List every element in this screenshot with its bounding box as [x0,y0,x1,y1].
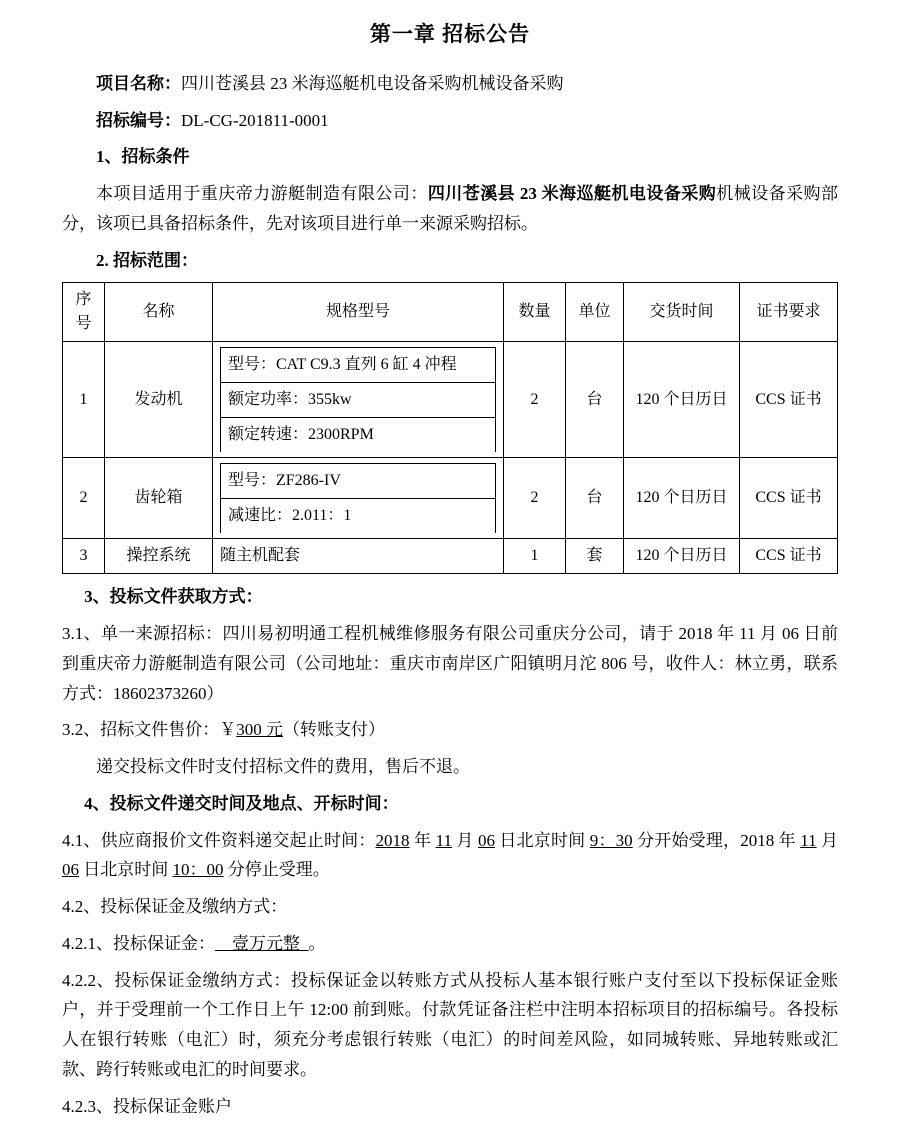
table-header-unit: 单位 [566,283,624,342]
section-3-2-prefix: 3.2、招标文件售价：￥ [62,720,237,740]
spec-item: 型号：ZF286-IV [221,464,496,499]
spec-item: 额定转速：2300RPM [221,418,496,453]
month-label: 月 [451,830,478,850]
table-header-qty: 数量 [504,283,566,342]
cell-delivery: 120 个日历日 [624,539,740,574]
table-header-seq: 序号 [63,283,105,342]
section-4-2-2: 4.2.2、投标保证金缴纳方式：投标保证金以转账方式从投标人基本银行账户支付至以下投标保证金账户，并于受理前一个工作日上午 12:00 前到账。付款凭证备注栏中注明本招标项目的招标编号。各投标人在银行转账（电汇）时，须充分考虑银行转账（电汇）的时间差风险，如同城转账、异地转账或汇款、跨行转账或电汇的时间要求。 [62,970,838,1079]
section-3-1: 3.1、单一来源招标：四川易初明通工程机械维修服务有限公司重庆分公司，请于 2018 年 11 月 06 日前到重庆帝力游艇制造有限公司（公司地址：重庆市南岸区广阳镇明月沱 806 号，收件人：林立勇，联系方式：18602373260） [62,624,838,703]
end-year: 2018 年 [740,830,801,850]
cell-name: 齿轮箱 [105,458,213,539]
bid-number-label: 招标编号： [96,110,181,130]
cell-cert: CCS 证书 [740,539,838,574]
start-year: 2018 [375,830,410,850]
deposit-amount: 壹万元整 [232,933,300,953]
section-4-2-1-prefix: 4.2.1、投标保证金： [62,933,215,953]
start-day: 06 [478,830,495,850]
section-4-2: 4.2、投标保证金及缴纳方式： [62,897,288,916]
cell-seq: 2 [63,458,105,539]
cell-qty: 2 [504,458,566,539]
start-month: 11 [435,830,452,850]
cell-unit: 台 [566,458,624,539]
section-2-heading: 2. 招标范围： [96,250,198,270]
cell-unit: 台 [566,342,624,458]
cell-seq: 1 [63,342,105,458]
project-name-line [62,69,838,99]
section-1-paragraph [62,179,838,239]
start-time: 9：30 [589,830,633,850]
beijing-time-label-2: 日北京时间 [79,860,173,880]
cell-spec: 随主机配套 [213,539,504,574]
section-4-2-3: 4.2.3、投标保证金账户 [62,1096,232,1116]
section-4-heading: 4、投标文件递交时间及地点、开标时间： [84,793,399,813]
cell-qty: 1 [504,539,566,574]
page-title: 第一章 招标公告 [369,22,531,46]
table-row [63,539,838,574]
table-header-row [63,283,838,342]
cell-cert: CCS 证书 [740,458,838,539]
section-3-2-note: 递交投标文件时支付招标文件的费用，售后不退。 [96,757,470,776]
cell-qty: 2 [504,342,566,458]
cell-spec [213,342,504,458]
spec-item: 减速比：2.011：1 [221,499,496,534]
table-row [63,458,838,539]
spec-list [220,463,496,533]
section-3-2-amount: 300 元 [236,720,283,740]
table-header-cert: 证书要求 [740,283,838,342]
cell-seq: 3 [63,539,105,574]
bid-number-line [62,106,838,136]
end-month: 11 [800,830,817,850]
section-4-1-prefix: 4.1、供应商报价文件资料递交起止时间： [62,830,376,850]
end-day: 06 [62,860,79,880]
cell-unit: 套 [566,539,624,574]
section-3-2-suffix: （转账支付） [283,720,385,740]
spec-item: 型号：CAT C9.3 直列 6 缸 4 冲程 [221,348,496,383]
section-1-lead: 本项目适用于重庆帝力游艇制造有限公司： [96,184,428,203]
table-header-name: 名称 [105,283,213,342]
section-1-tail: 机械设备采购部分，该项已具备招标条件，先对该项目进行单一来源采购招标。 [62,184,839,233]
section-1-heading: 1、招标条件 [96,147,190,167]
section-4-1 [62,826,838,886]
section-4-2-1 [62,929,838,959]
spec-item: 额定功率：355kw [221,383,496,418]
end-time: 10：00 [172,860,224,880]
cell-name: 操控系统 [105,539,213,574]
table-header-spec: 规格型号 [213,283,504,342]
cell-cert: CCS 证书 [740,342,838,458]
table-header-delivery: 交货时间 [624,283,740,342]
bid-number-value: DL-CG-201811-0001 [181,110,329,130]
month-label-2: 月 [816,830,839,850]
spec-list [220,347,496,452]
cell-name: 发动机 [105,342,213,458]
scope-table [62,282,838,574]
stop-accept-label: 分停止受理。 [223,860,330,880]
start-accept-label: 分开始受理， [632,830,741,850]
table-row [63,342,838,458]
year-label: 年 [409,830,436,850]
section-3-heading: 3、投标文件获取方式： [84,587,263,607]
project-name-value: 四川苍溪县 23 米海巡艇机电设备采购机械设备采购 [181,73,564,93]
beijing-time-label: 日北京时间 [495,830,590,850]
cell-delivery: 120 个日历日 [624,458,740,539]
section-3-2 [62,715,838,745]
section-1-emphasis: 四川苍溪县 23 米海巡艇机电设备采购 [427,184,717,203]
project-name-label: 项目名称： [96,73,181,93]
cell-spec [213,458,504,539]
section-4-2-1-suffix: 。 [308,933,326,953]
cell-delivery: 120 个日历日 [624,342,740,458]
